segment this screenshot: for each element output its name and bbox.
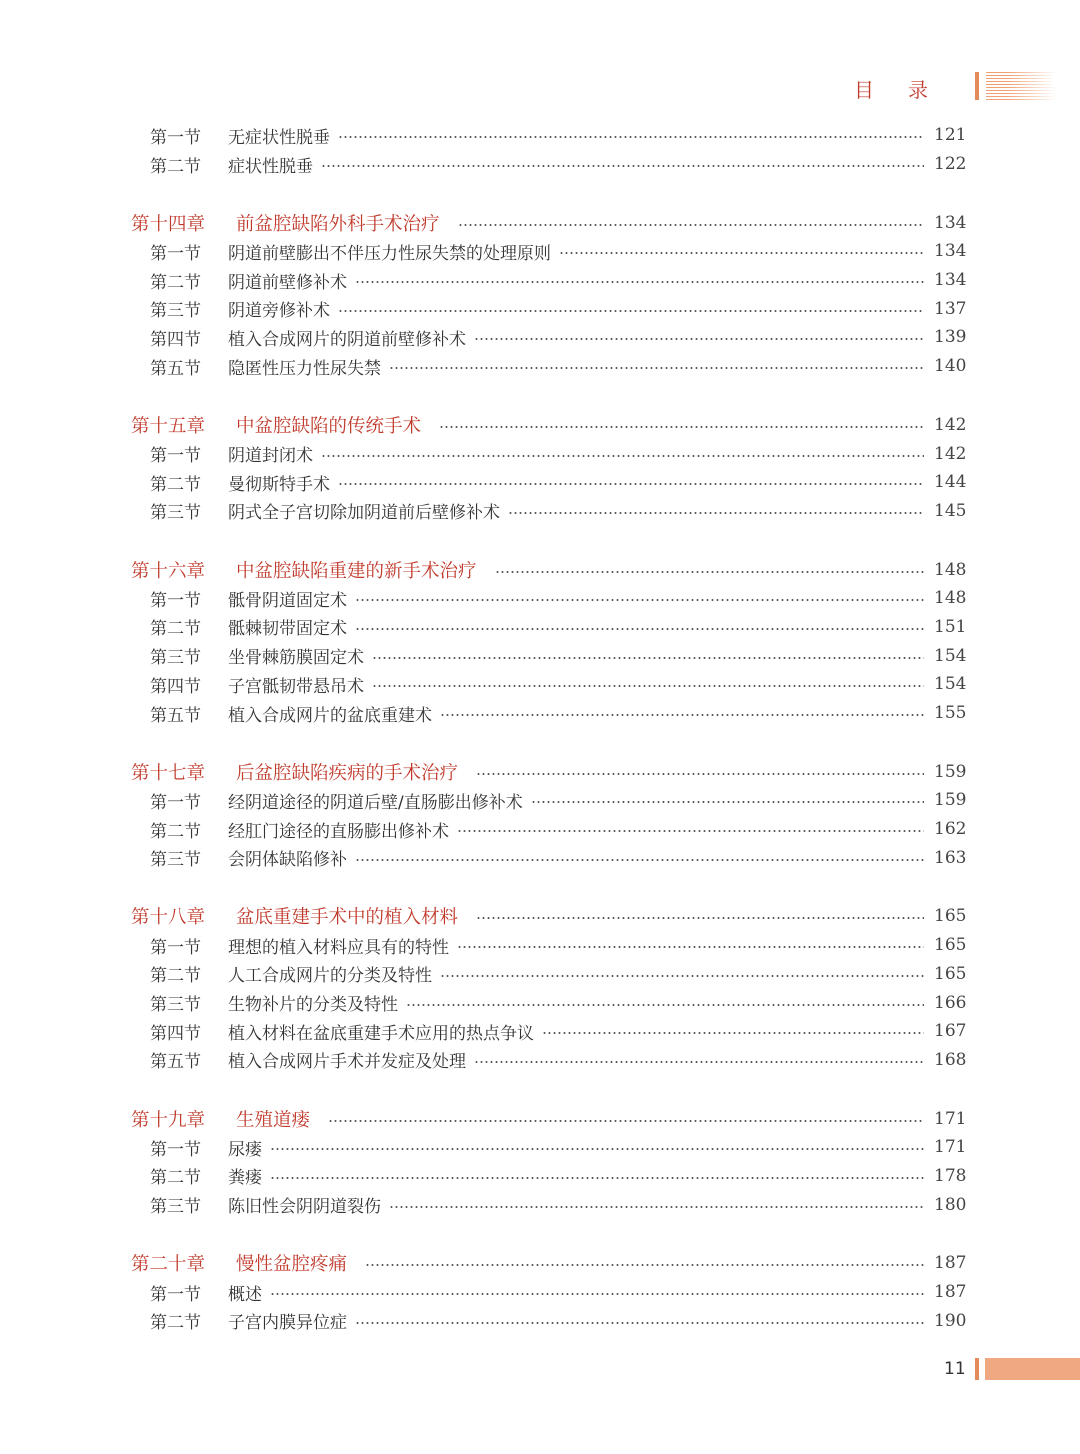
dot-leader	[372, 657, 924, 659]
section-number: 第三节	[150, 850, 201, 871]
dot-leader	[270, 1148, 924, 1150]
toc-chapter	[0, 1249, 1080, 1335]
toc-section-entry[interactable]	[0, 1306, 1080, 1335]
toc-chapter	[0, 208, 1080, 380]
dot-leader	[457, 830, 924, 832]
chapter-title: 中盆腔缺陷重建的新手术治疗	[236, 560, 477, 582]
chapter-title: 前盆腔缺陷外科手术治疗	[236, 213, 440, 235]
toc-section-entry[interactable]	[0, 1278, 1080, 1307]
page-ref: 155	[934, 703, 967, 724]
chapter-number: 第十九章	[131, 1109, 206, 1131]
dot-leader	[338, 483, 924, 485]
dot-leader	[406, 1004, 924, 1006]
section-title: 理想的植入材料应具有的特性	[228, 937, 449, 958]
section-title: 子宫内膜异位症	[228, 1313, 347, 1334]
page-ref: 139	[934, 327, 967, 348]
section-number: 第三节	[150, 503, 201, 524]
chapter-title: 慢性盆腔疼痛	[236, 1254, 348, 1276]
section-number: 第二节	[150, 966, 201, 987]
page-ref: 134	[934, 212, 967, 233]
section-title: 阴道前壁膨出不伴压力性尿失禁的处理原则	[228, 243, 551, 264]
toc-chapter-entry[interactable]	[0, 1249, 1080, 1278]
section-number: 第二节	[150, 156, 201, 177]
toc-section-entry[interactable]	[0, 641, 1080, 670]
section-number: 第二节	[150, 619, 201, 640]
toc-chapter-entry[interactable]	[0, 1104, 1080, 1133]
section-number: 第一节	[150, 1284, 201, 1305]
section-number: 第一节	[150, 1139, 201, 1160]
section-title: 人工合成网片的分类及特性	[228, 966, 432, 987]
page-number: 11	[944, 1359, 966, 1379]
toc-section-entry[interactable]	[0, 584, 1080, 613]
toc-chapter-entry[interactable]	[0, 902, 1080, 931]
chapter-title: 后盆腔缺陷疾病的手术治疗	[236, 762, 459, 784]
toc-section-entry[interactable]	[0, 497, 1080, 526]
section-number: 第五节	[150, 1052, 201, 1073]
section-number: 第一节	[150, 590, 201, 611]
section-title: 陈旧性会阴阴道裂伤	[228, 1197, 381, 1218]
chapter-title: 中盆腔缺陷的传统手术	[236, 415, 422, 437]
toc-section-entry[interactable]	[0, 352, 1080, 381]
section-title: 植入材料在盆底重建手术应用的热点争议	[228, 1023, 534, 1044]
header-stripes	[986, 72, 1056, 100]
toc-section-entry[interactable]	[0, 786, 1080, 815]
dot-leader	[355, 599, 924, 601]
toc-section-entry[interactable]	[0, 237, 1080, 266]
page-footer	[0, 1358, 1080, 1382]
page-ref: 142	[934, 443, 967, 464]
page-ref: 122	[934, 154, 967, 175]
toc-section-entry[interactable]	[0, 294, 1080, 323]
section-title: 植入合成网片手术并发症及处理	[228, 1052, 466, 1073]
section-title: 概述	[228, 1284, 262, 1305]
page-ref: 190	[934, 1310, 967, 1331]
section-number: 第二节	[150, 821, 201, 842]
dot-leader	[355, 1322, 924, 1324]
footer-block	[985, 1358, 1080, 1380]
dot-leader	[338, 136, 924, 138]
toc-section-entry[interactable]	[0, 960, 1080, 989]
dot-leader	[508, 512, 924, 514]
section-title: 植入合成网片的阴道前壁修补术	[228, 329, 466, 350]
section-number: 第二节	[150, 1313, 201, 1334]
section-number: 第一节	[150, 243, 201, 264]
dot-leader	[531, 801, 924, 803]
section-title: 症状性脱垂	[228, 156, 313, 177]
chapter-title: 生殖道瘘	[236, 1109, 311, 1131]
page-ref: 159	[934, 790, 967, 811]
page-ref: 162	[934, 819, 967, 840]
page-ref: 148	[934, 559, 967, 580]
dot-leader	[328, 1120, 924, 1122]
section-number: 第三节	[150, 301, 201, 322]
page-ref: 165	[934, 963, 967, 984]
toc-section-entry[interactable]	[0, 613, 1080, 642]
section-number: 第一节	[150, 792, 201, 813]
section-title: 阴式全子宫切除加阴道前后壁修补术	[228, 503, 500, 524]
toc-section-entry[interactable]	[0, 266, 1080, 295]
chapter-number: 第十七章	[131, 762, 206, 784]
section-number: 第四节	[150, 676, 201, 697]
toc-chapter	[0, 411, 1080, 526]
toc-chapter	[0, 902, 1080, 1074]
toc-section-entry[interactable]	[0, 150, 1080, 179]
page-header	[0, 70, 1080, 106]
dot-leader	[559, 252, 924, 254]
dot-leader	[474, 1061, 924, 1063]
dot-leader	[321, 455, 924, 457]
table-of-contents	[0, 121, 1080, 1365]
dot-leader	[542, 1032, 924, 1034]
dot-leader	[389, 367, 924, 369]
section-title: 子宫骶韧带悬吊术	[228, 676, 364, 697]
dot-leader	[338, 310, 924, 312]
section-number: 第二节	[150, 272, 201, 293]
page-ref: 166	[934, 992, 967, 1013]
section-number: 第三节	[150, 995, 201, 1016]
toc-chapter	[0, 757, 1080, 872]
section-number: 第三节	[150, 648, 201, 669]
toc-section-entry[interactable]	[0, 1017, 1080, 1046]
dot-leader	[440, 975, 924, 977]
section-title: 骶骨阴道固定术	[228, 590, 347, 611]
chapter-number: 第十五章	[131, 415, 206, 437]
page-ref: 134	[934, 241, 967, 262]
section-title: 隐匿性压力性尿失禁	[228, 358, 381, 379]
toc-section-entry[interactable]	[0, 1133, 1080, 1162]
section-number: 第四节	[150, 1023, 201, 1044]
section-title: 尿瘘	[228, 1139, 262, 1160]
dot-leader	[365, 1264, 924, 1266]
toc-chapter	[0, 555, 1080, 727]
page-ref: 145	[934, 500, 967, 521]
header-accent-bar	[975, 72, 979, 100]
section-title: 经肛门途径的直肠膨出修补术	[228, 821, 449, 842]
toc-chapter	[0, 1104, 1080, 1219]
section-title: 无症状性脱垂	[228, 127, 330, 148]
section-title: 骶棘韧带固定术	[228, 619, 347, 640]
chapter-number: 第十八章	[131, 907, 206, 929]
dot-leader	[355, 859, 924, 861]
section-title: 植入合成网片的盆底重建术	[228, 705, 432, 726]
dot-leader	[474, 338, 924, 340]
toc-section-entry[interactable]	[0, 1190, 1080, 1219]
page-ref: 171	[934, 1108, 967, 1129]
page-ref: 168	[934, 1049, 967, 1070]
section-number: 第四节	[150, 329, 201, 350]
toc-chapter-entry[interactable]	[0, 555, 1080, 584]
dot-leader	[321, 165, 924, 167]
section-title: 会阴体缺陷修补	[228, 850, 347, 871]
chapter-number: 第十六章	[131, 560, 206, 582]
section-number: 第二节	[150, 474, 201, 495]
section-title: 经阴道途径的阴道后壁/直肠膨出修补术	[228, 792, 523, 813]
toc-chapter-entry[interactable]	[0, 208, 1080, 237]
chapter-number: 第二十章	[131, 1254, 206, 1276]
section-title: 生物补片的分类及特性	[228, 995, 398, 1016]
toc-section-entry[interactable]	[0, 1046, 1080, 1075]
toc-section-entry[interactable]	[0, 439, 1080, 468]
section-number: 第五节	[150, 358, 201, 379]
header-title: 目录	[854, 78, 962, 102]
dot-leader	[476, 773, 924, 775]
page-ref: 134	[934, 270, 967, 291]
page-ref: 165	[934, 906, 967, 927]
page-ref: 151	[934, 616, 967, 637]
section-title: 阴道前壁修补术	[228, 272, 347, 293]
section-title: 阴道旁修补术	[228, 301, 330, 322]
dot-leader	[270, 1293, 924, 1295]
page-ref: 187	[934, 1282, 967, 1303]
page-ref: 187	[934, 1253, 967, 1274]
section-number: 第三节	[150, 1197, 201, 1218]
page-ref: 154	[934, 674, 967, 695]
page-ref: 178	[934, 1165, 967, 1186]
chapter-number: 第十四章	[131, 213, 206, 235]
page-ref: 171	[934, 1137, 967, 1158]
toc-section-entry[interactable]	[0, 323, 1080, 352]
toc-section-entry[interactable]	[0, 699, 1080, 728]
toc-section-entry[interactable]	[0, 121, 1080, 150]
section-number: 第五节	[150, 705, 201, 726]
toc-section-entry[interactable]	[0, 815, 1080, 844]
page-ref: 159	[934, 761, 967, 782]
section-number: 第二节	[150, 1168, 201, 1189]
toc-section-entry[interactable]	[0, 1162, 1080, 1191]
dot-leader	[355, 281, 924, 283]
section-number: 第一节	[150, 937, 201, 958]
page-ref: 148	[934, 588, 967, 609]
page-ref: 165	[934, 935, 967, 956]
toc-section-entry[interactable]	[0, 468, 1080, 497]
page-ref: 180	[934, 1194, 967, 1215]
section-title: 粪瘘	[228, 1168, 262, 1189]
toc-chapter-entry[interactable]	[0, 411, 1080, 440]
dot-leader	[495, 571, 924, 573]
dot-leader	[372, 685, 924, 687]
toc-section-entry[interactable]	[0, 931, 1080, 960]
dot-leader	[458, 224, 924, 226]
page-ref: 140	[934, 356, 967, 377]
page-ref: 142	[934, 414, 967, 435]
section-title: 阴道封闭术	[228, 446, 313, 467]
footer-accent-bar	[975, 1358, 979, 1380]
dot-leader	[270, 1177, 924, 1179]
dot-leader	[476, 917, 924, 919]
dot-leader	[439, 426, 924, 428]
dot-leader	[355, 628, 924, 630]
dot-leader	[440, 714, 924, 716]
toc-section-entry[interactable]	[0, 988, 1080, 1017]
page-ref: 121	[934, 125, 967, 146]
page-ref: 144	[934, 472, 967, 493]
toc-chapter	[0, 121, 1080, 178]
toc-section-entry[interactable]	[0, 843, 1080, 872]
page-ref: 167	[934, 1021, 967, 1042]
chapter-title: 盆底重建手术中的植入材料	[236, 907, 459, 929]
dot-leader	[389, 1206, 924, 1208]
section-number: 第一节	[150, 127, 201, 148]
page-ref: 163	[934, 847, 967, 868]
section-number: 第一节	[150, 446, 201, 467]
toc-chapter-entry[interactable]	[0, 757, 1080, 786]
page-ref: 137	[934, 298, 967, 319]
section-title: 坐骨棘筋膜固定术	[228, 648, 364, 669]
section-title: 曼彻斯特手术	[228, 474, 330, 495]
dot-leader	[457, 946, 924, 948]
page-ref: 154	[934, 645, 967, 666]
toc-section-entry[interactable]	[0, 670, 1080, 699]
